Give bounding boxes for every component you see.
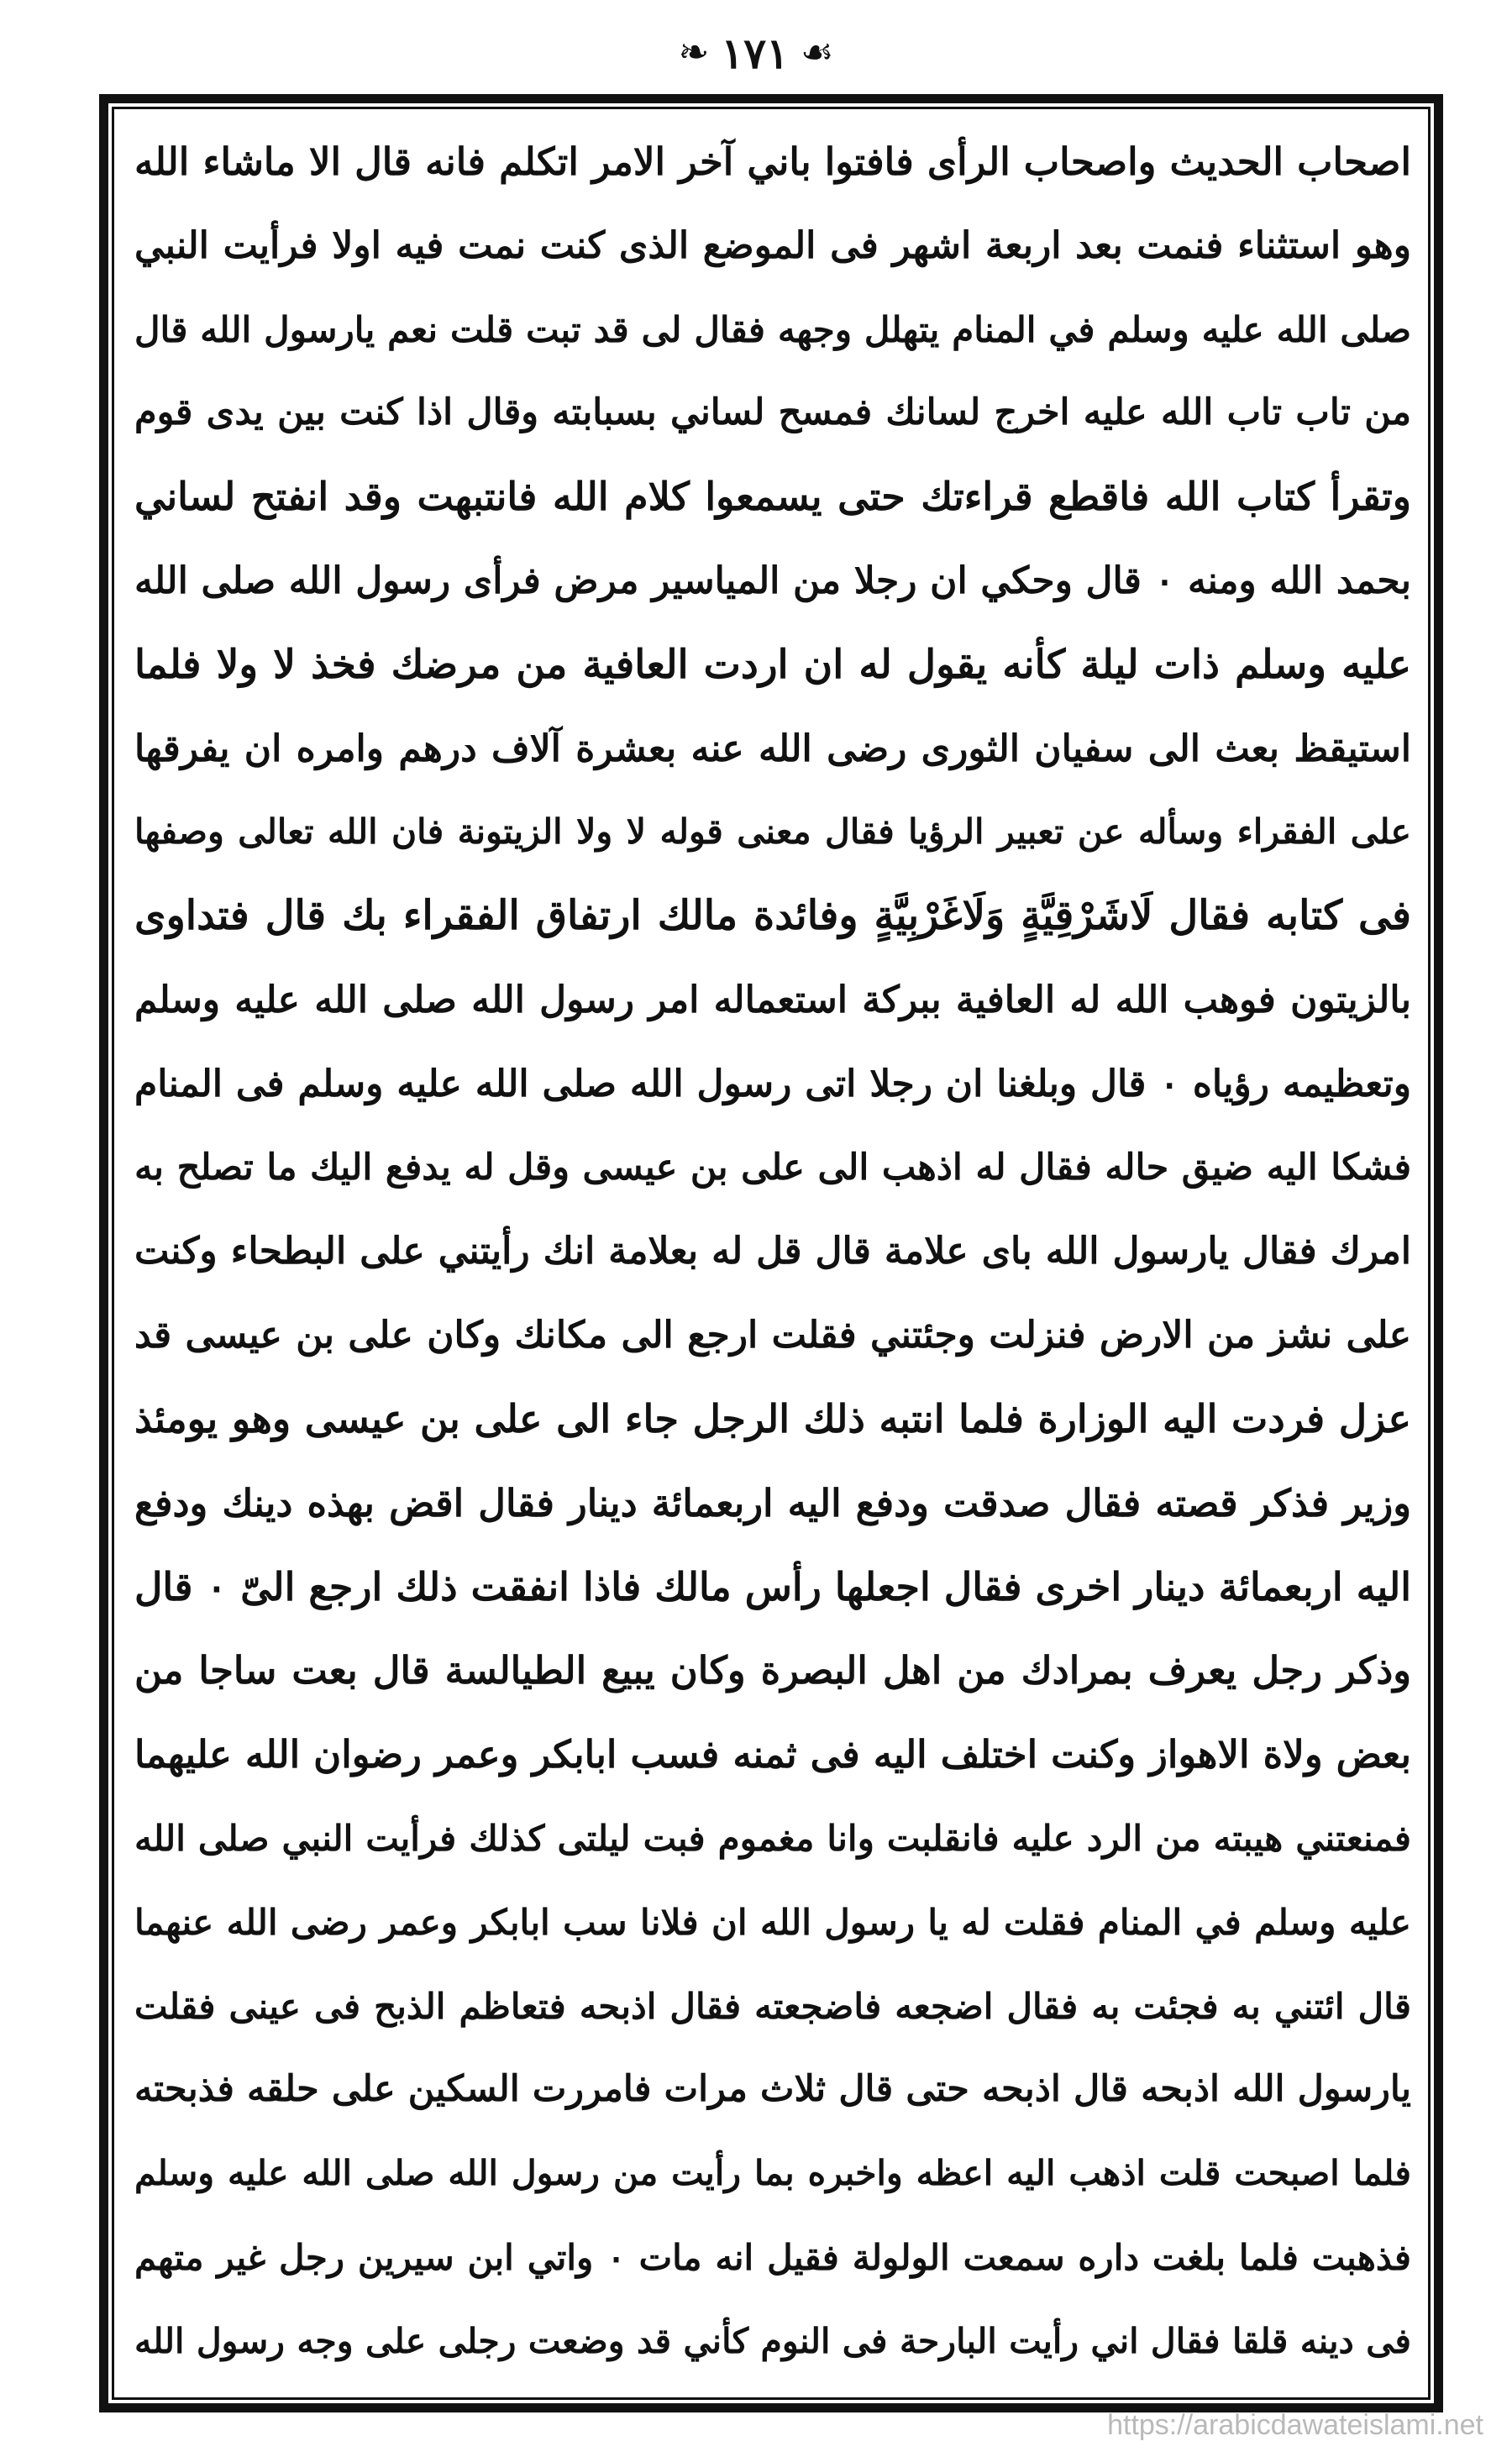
text-line: بحمد الله ومنه ۰ قال وحكي ان رجلا من المياسير مرض فرأى رسول الله صلى الله [134, 559, 1411, 602]
text-line: امرك فقال يارسول الله باى علامة قال قل له بعلامة انك رأيتني على البطحاء وكنت [134, 1230, 1411, 1273]
text-line: وزير فذكر قصته فقال صدقت ودفع اليه اربعمائة دينار فقال اقض بهذه دينك ودفع [134, 1480, 1411, 1525]
text-line: صلى الله عليه وسلم في المنام يتهلل وجهه فقال لى قد تبت قلت نعم يارسول الله قال [134, 308, 1411, 350]
text-line: اصحاب الحديث واصحاب الرأى فافتوا باني آخر الامر اتكلم فانه قال الا ماشاء الله [134, 139, 1411, 184]
text-line: على الفقراء وسأله عن تعبير الرؤيا فقال معنى قوله لا ولا الزيتونة فان الله تعالى وصفها [134, 811, 1411, 853]
text-line: من تاب تاب الله عليه اخرج لسانك فمسح لساني بسبابته وقال اذا كنت بين يدى قوم [134, 391, 1411, 434]
text-line: بالزيتون فوهب الله له العافية ببركة استعماله امر رسول الله صلى الله عليه وسلم [134, 978, 1411, 1021]
text-line: فذهبت فلما بلغت داره سمعت الولولة فقيل انه مات ۰ واتي ابن سيرين رجل غير متهم [134, 2236, 1411, 2278]
text-line: فمنعتني هيبته من الرد عليه فانقلبت وانا مغموم فبت ليلتى كذلك فرأيت النبي صلى الله [134, 1817, 1411, 1859]
text-line: وهو استثناء فنمت بعد اربعة اشهر فى الموضع الذى كنت نمت فيه اولا فرأيت النبي [134, 223, 1411, 267]
text-line: فى دينه قلقا فقال اني رأيت البارحة فى النوم كأني قد وضعت رجلى على وجه رسول الله [134, 2320, 1411, 2361]
page-number: ١٧١ [721, 28, 789, 78]
ornament-right-icon: ☙ [801, 31, 834, 74]
text-line: فشكا اليه ضيق حاله فقال له اذهب الى على بن عيسى وقل له يدفع اليك ما تصلح به [134, 1146, 1411, 1189]
text-line: فى كتابه فقال لَاشَرْقِيَّةٍ وَلَاغَرْبِيَّةٍ وفائدة مالك ارتفاق الفقراء بك قال فتداوى [134, 892, 1411, 940]
text-line: قال ائتني به فجئت به فقال اضجعه فاضجعته فقال اذبحه فتعاظم الذبح فى عينى فقلت [134, 1985, 1411, 2027]
ornament-left-icon: ❧ [678, 31, 710, 74]
text-line: وذكر رجل يعرف بمرادك من اهل البصرة وكان يبيع الطيالسة قال بعت ساجا من [134, 1648, 1411, 1693]
text-line: عليه وسلم في المنام فقلت له يا رسول الله ان فلانا سب ابابكر وعمر رضى الله عنهما [134, 1901, 1411, 1943]
text-line: وتعظيمه رؤياه ۰ قال وبلغنا ان رجلا اتى رسول الله صلى الله عليه وسلم فى المنام [134, 1062, 1411, 1105]
text-line: استيقظ بعث الى سفيان الثورى رضى الله عنه بعشرة آلاف درهم وامره ان يفرقها [134, 727, 1411, 770]
text-line: وتقرأ كتاب الله فاقطع قراءتك حتى يسمعوا كلام الله فانتبهت وقد انفتح لساني [134, 474, 1411, 520]
text-line: يارسول الله اذبحه قال اذبحه حتى قال ثلاث مرات فامررت السكين على حلقه فذبحته [134, 2068, 1411, 2111]
text-line: على نشز من الارض فنزلت وجئتني فقلت ارجع الى مكانك وكان على بن عيسى قد [134, 1314, 1411, 1357]
text-line: اليه اربعمائة دينار اخرى فقال اجعلها رأس مالك فاذا انفقت ذلك ارجع الىّ ۰ قال [134, 1563, 1411, 1609]
watermark-url: https://arabicdawateislami.net [1107, 2409, 1483, 2441]
text-line: بعض ولاة الاهواز وكنت اختلف اليه فى ثمنه فسب ابابكر وعمر رضوان الله عليهما [134, 1732, 1411, 1777]
text-line: عزل فردت اليه الوزارة فلما انتبه ذلك الرجل جاء الى على بن عيسى وهو يومئذ [134, 1395, 1411, 1441]
text-line: فلما اصبحت قلت اذهب اليه اعظه واخبره بما رأيت من رسول الله صلى الله عليه وسلم [134, 2153, 1411, 2194]
page-number-header [0, 24, 1512, 82]
body-text [134, 126, 1411, 2377]
text-line: عليه وسلم ذات ليلة كأنه يقول له ان اردت العافية من مرضك فخذ لا ولا فلما [134, 641, 1411, 688]
